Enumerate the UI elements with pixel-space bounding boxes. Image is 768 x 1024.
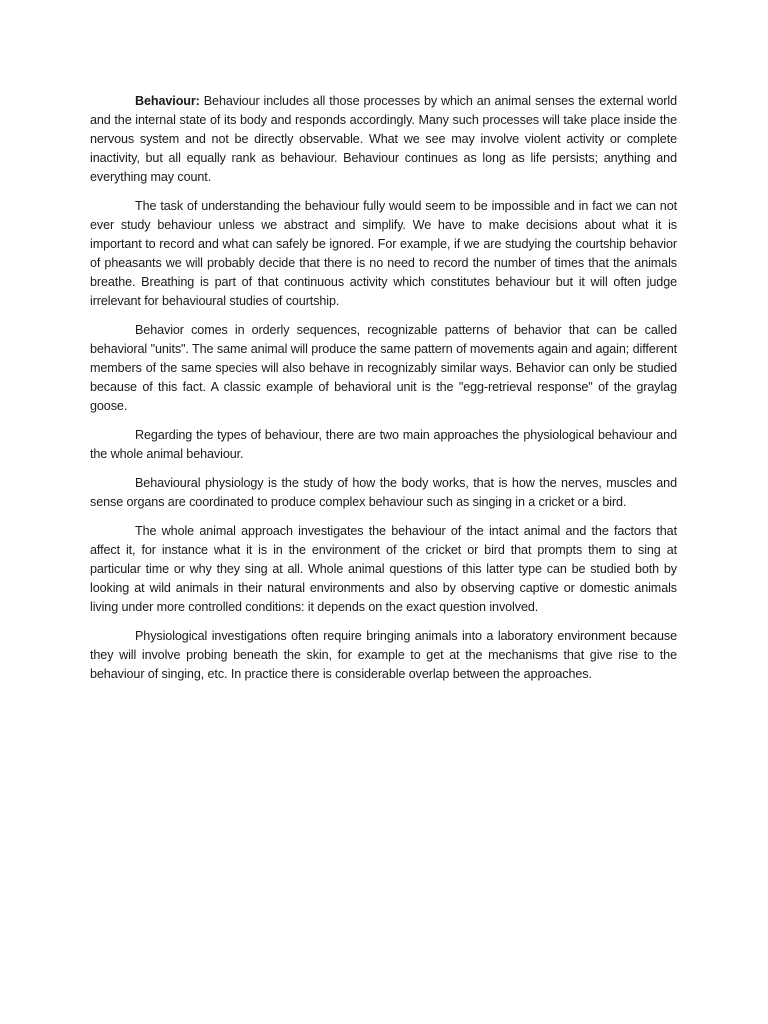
paragraph-whole-animal-approach: The whole animal approach investigates the behaviour of the intact animal and the factors that affect it, for instance what it is in the environment of the cricket or bird that prompts them to sing at particular time or why they sing at all. Whole animal questions of this latter type can be studied both by looking at wild animals in their natural environments and also by observing captive or domestic animals living under more controlled conditions: it depends on the exact question involved. [90, 524, 677, 614]
paragraph-understanding: The task of understanding the behaviour fully would seem to be impossible and in fact we can not ever study behaviour unless we abstract and simplify. We have to make decisions about what it is important to record and what can safely be ignored. For example, if we are studying the courtship behavior of pheasants we will probably decide that there is no need to record the number of times that the animals breathe. Breathing is part of that continuous activity which constitutes behaviour but it will often judge irrelevant for behavioural studies of courtship. [90, 199, 677, 308]
paragraph-types-of-behaviour: Regarding the types of behaviour, there are two main approaches the physiological behaviour and the whole animal behaviour. [90, 428, 677, 461]
document-body [90, 92, 677, 694]
paragraph-behavioral-units: Behavior comes in orderly sequences, recognizable patterns of behavior that can be called behavioral "units". The same animal will produce the same pattern of movements again and again; different members of the same species will also behave in recognizably similar ways. Behavior can only be studied because of this fact. A classic example of behavioral unit is the "egg-retrieval response" of the graylag goose. [90, 323, 677, 413]
paragraph-definition [90, 92, 677, 187]
definition-term: Behaviour: [135, 94, 200, 108]
paragraph-physiological-investigations: Physiological investigations often require bringing animals into a laboratory environment because they will involve probing beneath the skin, for example to get at the mechanisms that give rise to the behaviour of singing, etc. In practice there is considerable overlap between the approaches. [90, 629, 677, 681]
paragraph-behavioural-physiology: Behavioural physiology is the study of how the body works, that is how the nerves, muscles and sense organs are coordinated to produce complex behaviour such as singing in a cricket or a bird. [90, 476, 677, 509]
definition-text: Behaviour includes all those processes by which an animal senses the external world and the internal state of its body and responds accordingly. Many such processes will take place inside the nervous system and not be directly observable. What we see may involve violent activity or complete inactivity, but all equally rank as behaviour. Behaviour continues as long as life persists; anything and everything may count. [90, 94, 677, 184]
